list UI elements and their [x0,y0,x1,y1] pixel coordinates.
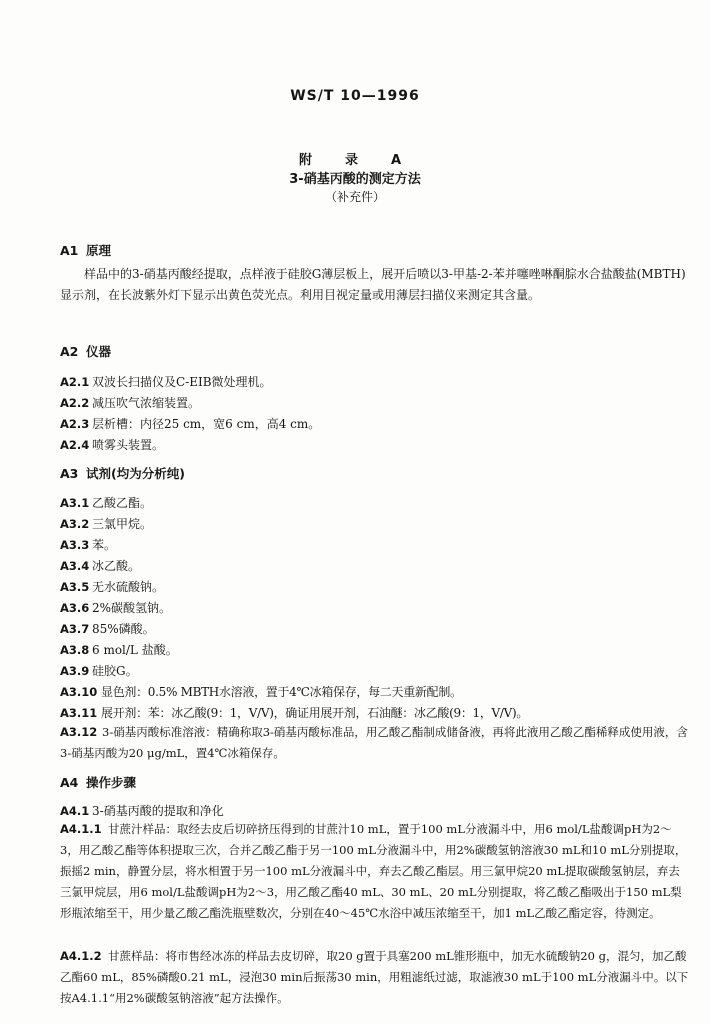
standard-code-header: WS/T 10—1996 [290,88,420,104]
section-a2-heading [60,342,111,360]
section-title: 仪器 [86,344,112,359]
section-a1-text: 样品中的3-硝基丙酸经提取，点样液于硅胶G薄层板上，展开后喷以3-甲基-2-苯并噻唑啉酮腙水合盐酸盐(MBTH)显示剂，在长波紫外灯下显示出黄色荧光点。利用目视定量或用薄层扫描仪来测定其含量。 [60,267,686,302]
section-a1-heading [60,241,111,259]
section-a3-heading [60,464,185,482]
section-title: 试剂(均为分析纯) [86,466,185,481]
list-item: A3.3 苯。 [60,538,117,552]
procedure-paragraph: A4.1.2 甘蔗样品：将市售经冰冻的样品去皮切碎，取20 g置于具塞200 mL锥形瓶中，加无水硫酸钠20 g，混匀，加乙酸乙酯60 mL，85%磷酸0.21 mL，浸泡30 min后振荡30 min，用粗滤纸过滤，取滤液30 mL于100 mL分液漏斗中。以下按A4.1.1“用2%碳酸氢钠溶液”起方法操作。 [60,949,689,1005]
appendix-label: 附 录 A [298,153,412,168]
list-item: A3.5 无水硫酸钠。 [60,580,165,594]
list-item: A3.2 三氯甲烷。 [60,517,153,531]
list-item: A3.6 2%碳酸氢钠。 [60,601,172,615]
section-title: 原理 [86,243,112,258]
section-number: A2 [60,344,79,359]
list-item: A3.7 85%磷酸。 [60,622,155,636]
section-number: A1 [60,243,79,258]
list-item: A3.10 显色剂：0.5% MBTH水溶液，置于4℃冰箱保存，每二天重新配制。 [60,685,462,699]
list-item: A2.2 减压吹气浓缩装置。 [60,396,201,410]
list-item: A2.3 层析槽：内径25 cm，宽6 cm，高4 cm。 [60,417,321,431]
list-item: A3.12 3-硝基丙酸标准溶液：精确称取3-硝基丙酸标准品，用乙酸乙酯制成储备液，再将此液用乙酸乙酯稀释成使用液，含3-硝基丙酸为20 μg/mL，置4℃冰箱保存。 [60,725,688,760]
list-item: A2.1 双波长扫描仪及C-EIB微处理机。 [60,375,272,389]
procedure-paragraph: A4.1.1 甘蔗汁样品：取经去皮后切碎挤压得到的甘蔗汁10 mL，置于100 mL分液漏斗中，用6 mol/L盐酸调pH为2～3，用乙酸乙酯等体积提取三次，合并乙酸乙酯于另一100 mL分液漏斗中，用2%碳酸氢钠溶液30 mL和10 mL分别提取，振摇2 min，静置分层，将水相置于另一100 mL分液漏斗中，弃去乙酸乙酯层。用三氯甲烷20 mL提取碳酸氢钠层，弃去三氯甲烷层，用6 mol/L盐酸调pH为2～3，用乙酸乙酯40 mL、30 mL、20 mL分别提取，将乙酸乙酯吸出于150 mL梨形瓶浓缩至干，用少量乙酸乙酯洗瓶壁数次，分别在40～45℃水浴中减压浓缩至干，加1 mL乙酸乙酯定容，待测定。 [60,822,687,920]
section-a4-heading [60,773,136,791]
list-item: A3.11 展开剂：苯：冰乙酸(9：1，V/V)，确证用展开剂，石油醚：冰乙酸(9：1，V/V)。 [60,706,529,720]
list-item: A3.4 冰乙酸。 [60,559,141,573]
list-item: A3.8 6 mol/L 盐酸。 [60,643,178,657]
list-item: A2.4 喷雾头装置。 [60,438,165,452]
appendix-title: 3-硝基丙酸的测定方法 [289,172,421,187]
list-item: A3.1 乙酸乙酯。 [60,496,153,510]
appendix-note: （补充件） [324,190,385,204]
section-number: A4 [60,775,79,790]
subsection-heading: A4.1 3-硝基丙酸的提取和净化 [60,804,224,818]
section-number: A3 [60,466,79,481]
section-title: 操作步骤 [86,775,137,790]
list-item: A3.9 硅胶G。 [60,664,138,678]
